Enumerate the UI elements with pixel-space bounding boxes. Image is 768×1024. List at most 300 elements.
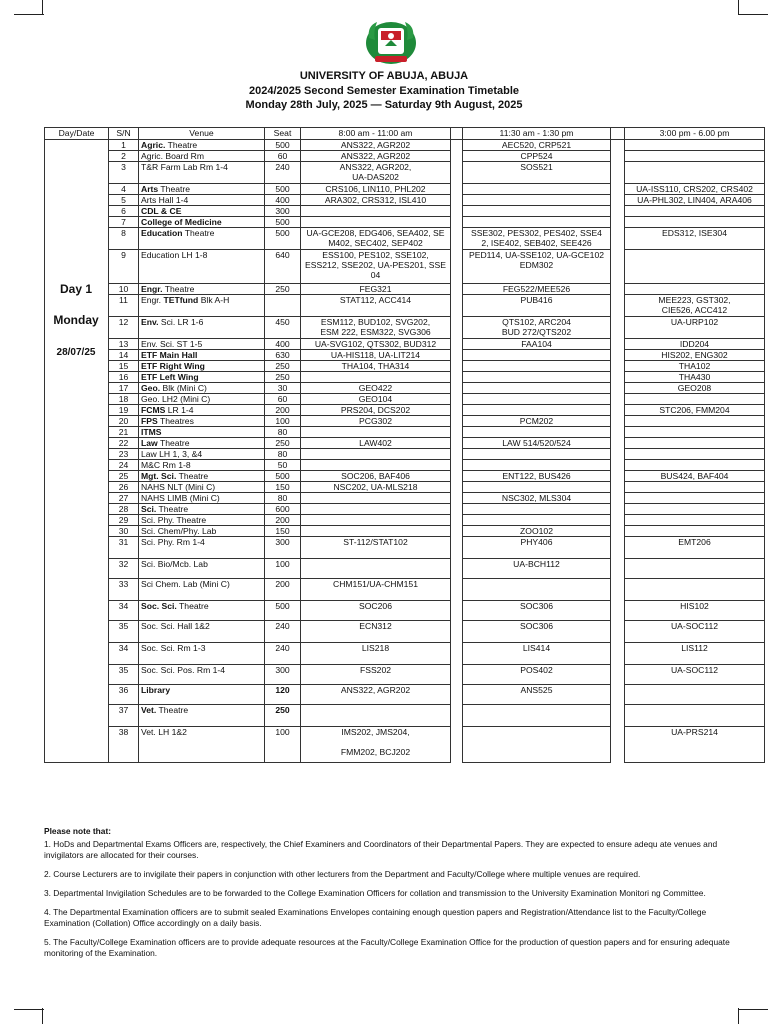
cell-gap bbox=[451, 361, 463, 372]
course-codes: STC206, FMM204 bbox=[659, 405, 730, 415]
cell-s1 bbox=[301, 184, 451, 195]
cell-sn: 37 bbox=[109, 705, 139, 727]
cell-s3 bbox=[625, 361, 765, 372]
cell-s1 bbox=[301, 515, 451, 526]
cell-sn: 21 bbox=[109, 427, 139, 438]
table-row bbox=[45, 350, 765, 361]
table-row bbox=[45, 537, 765, 559]
cell-venue bbox=[139, 383, 265, 394]
cell-s1 bbox=[301, 339, 451, 350]
cell-day bbox=[45, 228, 109, 250]
cell-s2 bbox=[463, 217, 611, 228]
course-codes: UA-PRS214 bbox=[671, 727, 718, 737]
crop-mark-bottom-left-v bbox=[42, 1008, 43, 1024]
course-codes: PRS204, DCS202 bbox=[340, 405, 411, 415]
venue-text: Sci. Chem/Phy. Lab bbox=[141, 526, 217, 536]
cell-gap bbox=[611, 317, 625, 339]
cell-gap bbox=[611, 526, 625, 537]
table-row bbox=[45, 559, 765, 579]
cell-s2 bbox=[463, 559, 611, 579]
course-codes: IDD204 bbox=[679, 339, 710, 349]
cell-venue bbox=[139, 559, 265, 579]
cell-sn: 34 bbox=[109, 643, 139, 665]
cell-sn: 36 bbox=[109, 685, 139, 705]
cell-day bbox=[45, 601, 109, 621]
cell-s3 bbox=[625, 705, 765, 727]
cell-venue bbox=[139, 515, 265, 526]
cell-venue bbox=[139, 643, 265, 665]
cell-s1 bbox=[301, 317, 451, 339]
cell-s3 bbox=[625, 405, 765, 416]
cell-venue bbox=[139, 685, 265, 705]
cell-sn: 27 bbox=[109, 493, 139, 504]
course-codes: THA102 bbox=[678, 361, 711, 371]
cell-day bbox=[45, 537, 109, 559]
cell-gap bbox=[451, 162, 463, 184]
cell-gap bbox=[451, 460, 463, 471]
cell-seat: 240 bbox=[265, 162, 301, 184]
venue-bold: CDL & CE bbox=[141, 206, 182, 216]
venue-text: Theatre bbox=[156, 705, 189, 715]
cell-s1 bbox=[301, 151, 451, 162]
venue-bold: Library bbox=[141, 685, 171, 695]
cell-gap bbox=[611, 460, 625, 471]
cell-s2 bbox=[463, 350, 611, 361]
exam-timetable bbox=[44, 127, 765, 763]
cell-seat: 250 bbox=[265, 705, 301, 727]
cell-seat: 630 bbox=[265, 350, 301, 361]
col-seat: Seat bbox=[265, 128, 301, 140]
course-codes: GEO104 bbox=[358, 394, 393, 404]
university-name: UNIVERSITY OF ABUJA, ABUJA bbox=[299, 70, 469, 82]
cell-s1 bbox=[301, 471, 451, 482]
cell-day bbox=[45, 206, 109, 217]
cell-seat: 640 bbox=[265, 250, 301, 284]
cell-gap bbox=[611, 493, 625, 504]
cell-sn: 6 bbox=[109, 206, 139, 217]
cell-day bbox=[45, 504, 109, 515]
cell-gap bbox=[451, 184, 463, 195]
cell-s2 bbox=[463, 449, 611, 460]
cell-seat: 300 bbox=[265, 537, 301, 559]
cell-day bbox=[45, 643, 109, 665]
day-date: 28/07/25 bbox=[56, 347, 96, 358]
cell-gap bbox=[451, 705, 463, 727]
venue-text: Arts Hall 1-4 bbox=[141, 195, 189, 205]
cell-day bbox=[45, 162, 109, 184]
cell-s1 bbox=[301, 579, 451, 601]
col-gap bbox=[611, 128, 625, 140]
course-codes: UA-SVG102, QTS302, BUD312 bbox=[314, 339, 437, 349]
cell-seat: 200 bbox=[265, 515, 301, 526]
cell-sn: 7 bbox=[109, 217, 139, 228]
cell-s1 bbox=[301, 217, 451, 228]
cell-gap bbox=[451, 383, 463, 394]
crop-mark-top-right bbox=[738, 0, 768, 15]
venue-text: Sci. Phy. Rm 1-4 bbox=[141, 537, 205, 547]
venue-text: Blk (Mini C) bbox=[160, 383, 207, 393]
cell-gap bbox=[451, 515, 463, 526]
course-codes: ARA302, CRS312, ISL410 bbox=[324, 195, 427, 205]
cell-s1 bbox=[301, 727, 451, 763]
course-codes: STAT112, ACC414 bbox=[339, 295, 412, 305]
col-day-date: Day/Date bbox=[45, 128, 109, 140]
venue-text: Theatre bbox=[165, 140, 198, 150]
cell-gap bbox=[451, 482, 463, 493]
cell-day bbox=[45, 471, 109, 482]
venue-bold: Env. bbox=[141, 317, 159, 327]
cell-s1 bbox=[301, 405, 451, 416]
cell-seat: 120 bbox=[265, 685, 301, 705]
cell-gap bbox=[451, 394, 463, 405]
cell-seat: 300 bbox=[265, 206, 301, 217]
cell-s3 bbox=[625, 339, 765, 350]
cell-s1 bbox=[301, 394, 451, 405]
cell-sn: 9 bbox=[109, 250, 139, 284]
cell-s3 bbox=[625, 482, 765, 493]
cell-sn: 30 bbox=[109, 526, 139, 537]
table-row bbox=[45, 372, 765, 383]
cell-s1 bbox=[301, 460, 451, 471]
cell-gap bbox=[451, 621, 463, 643]
cell-sn: 3 bbox=[109, 162, 139, 184]
venue-text: Soc. Sci. Rm 1-3 bbox=[141, 643, 206, 653]
venue-bold: ETF Main Hall bbox=[141, 350, 198, 360]
course-codes: ESS100, PES102, SSE102, bbox=[322, 250, 429, 260]
cell-gap bbox=[611, 621, 625, 643]
cell-s2 bbox=[463, 526, 611, 537]
cell-day bbox=[45, 493, 109, 504]
venue-text: Soc. Sci. Hall 1&2 bbox=[141, 621, 210, 631]
cell-s1 bbox=[301, 350, 451, 361]
course-codes: ZOO102 bbox=[520, 526, 553, 536]
cell-gap bbox=[611, 727, 625, 763]
course-codes: ANS322, AGR202 bbox=[340, 140, 411, 150]
venue-text: Theatre bbox=[162, 284, 195, 294]
cell-seat: 30 bbox=[265, 383, 301, 394]
cell-gap bbox=[611, 559, 625, 579]
cell-gap bbox=[451, 579, 463, 601]
cell-s2 bbox=[463, 537, 611, 559]
cell-venue bbox=[139, 206, 265, 217]
cell-s2 bbox=[463, 184, 611, 195]
cell-sn: 33 bbox=[109, 579, 139, 601]
cell-s3 bbox=[625, 643, 765, 665]
cell-day bbox=[45, 621, 109, 643]
cell-s1 bbox=[301, 250, 451, 284]
course-codes: NSC202, UA-MLS218 bbox=[333, 482, 418, 492]
col-slot-3: 3:00 pm - 6.00 pm bbox=[625, 128, 765, 140]
table-row bbox=[45, 621, 765, 643]
cell-venue bbox=[139, 416, 265, 427]
cell-gap bbox=[611, 705, 625, 727]
venue-bold: TETfund bbox=[163, 295, 199, 305]
cell-venue bbox=[139, 140, 265, 151]
cell-gap bbox=[451, 504, 463, 515]
cell-seat: 240 bbox=[265, 643, 301, 665]
cell-sn: 35 bbox=[109, 621, 139, 643]
col-slot-1: 8:00 am - 11:00 am bbox=[301, 128, 451, 140]
cell-s3 bbox=[625, 350, 765, 361]
cell-seat: 500 bbox=[265, 601, 301, 621]
cell-s3 bbox=[625, 184, 765, 195]
venue-bold: ETF Left Wing bbox=[141, 372, 199, 382]
cell-sn: 35 bbox=[109, 665, 139, 685]
cell-s3 bbox=[625, 460, 765, 471]
course-codes: SOS521 bbox=[520, 162, 553, 172]
venue-text: LR 1-4 bbox=[165, 405, 194, 415]
cell-s3 bbox=[625, 416, 765, 427]
cell-s3 bbox=[625, 537, 765, 559]
cell-sn: 25 bbox=[109, 471, 139, 482]
venue-text: Theatres bbox=[157, 416, 194, 426]
cell-day bbox=[45, 217, 109, 228]
cell-venue bbox=[139, 228, 265, 250]
cell-day bbox=[45, 361, 109, 372]
cell-gap bbox=[611, 206, 625, 217]
cell-gap bbox=[451, 643, 463, 665]
cell-s1 bbox=[301, 449, 451, 460]
venue-text: Vet. LH 1&2 bbox=[141, 727, 187, 737]
crop-mark-top-right-v bbox=[738, 0, 739, 14]
col-sn: S/N bbox=[109, 128, 139, 140]
cell-gap bbox=[611, 537, 625, 559]
cell-s2 bbox=[463, 405, 611, 416]
course-codes: GEO208 bbox=[677, 383, 712, 393]
cell-venue bbox=[139, 405, 265, 416]
venue-text: Theatre bbox=[176, 471, 209, 481]
cell-venue bbox=[139, 665, 265, 685]
cell-s3 bbox=[625, 427, 765, 438]
cell-s3 bbox=[625, 665, 765, 685]
venue-bold: Mgt. Sci. bbox=[141, 471, 177, 481]
cell-gap bbox=[611, 394, 625, 405]
course-codes: UA-DAS202 bbox=[352, 172, 399, 182]
course-codes: UA-SOC112 bbox=[670, 665, 719, 675]
cell-sn: 19 bbox=[109, 405, 139, 416]
cell-venue bbox=[139, 482, 265, 493]
cell-gap bbox=[611, 383, 625, 394]
cell-seat: 150 bbox=[265, 482, 301, 493]
cell-gap bbox=[451, 350, 463, 361]
cell-s3 bbox=[625, 471, 765, 482]
cell-s2 bbox=[463, 195, 611, 206]
cell-s3 bbox=[625, 621, 765, 643]
note-item: 3. Departmental Invigilation Schedules are to be forwarded to the College Examination Officers for collation and transmission to the University Examination Monitori ng Committee. bbox=[44, 888, 706, 898]
course-codes: ECN312 bbox=[359, 621, 392, 631]
venue-text: Env. Sci. ST 1-5 bbox=[141, 339, 203, 349]
course-codes: FSS202 bbox=[359, 665, 392, 675]
cell-sn: 34 bbox=[109, 601, 139, 621]
table-row bbox=[45, 471, 765, 482]
cell-venue bbox=[139, 195, 265, 206]
day-label: Day 1 bbox=[59, 282, 93, 296]
note-item: 2. Course Lecturers are to invigilate their papers in conjunction with other lecturers from the Department and Faculty/College where multiple venues are required. bbox=[44, 869, 641, 879]
cell-day bbox=[45, 151, 109, 162]
cell-venue bbox=[139, 295, 265, 317]
course-codes: HIS202, ENG302 bbox=[661, 350, 728, 360]
cell-s1 bbox=[301, 372, 451, 383]
cell-s3 bbox=[625, 217, 765, 228]
cell-sn: 17 bbox=[109, 383, 139, 394]
cell-gap bbox=[451, 559, 463, 579]
cell-gap bbox=[611, 579, 625, 601]
cell-sn: 20 bbox=[109, 416, 139, 427]
cell-gap bbox=[611, 515, 625, 526]
cell-s2 bbox=[463, 427, 611, 438]
cell-venue bbox=[139, 438, 265, 449]
cell-s3 bbox=[625, 383, 765, 394]
cell-s1 bbox=[301, 383, 451, 394]
cell-seat: 250 bbox=[265, 438, 301, 449]
day-weekday: Monday bbox=[53, 313, 99, 327]
notes-title: Please note that: bbox=[44, 826, 112, 836]
cell-venue bbox=[139, 361, 265, 372]
table-row bbox=[45, 449, 765, 460]
cell-gap bbox=[611, 685, 625, 705]
cell-s1 bbox=[301, 427, 451, 438]
table-row bbox=[45, 438, 765, 449]
cell-venue bbox=[139, 184, 265, 195]
cell-s3 bbox=[625, 515, 765, 526]
cell-s2 bbox=[463, 250, 611, 284]
cell-sn: 38 bbox=[109, 727, 139, 763]
course-codes: FEG321 bbox=[359, 284, 392, 294]
course-codes: ANS322, AGR202 bbox=[340, 685, 411, 695]
venue-bold: ITMS bbox=[141, 427, 162, 437]
venue-text: NAHS NLT (Mini C) bbox=[141, 482, 216, 492]
cell-s2 bbox=[463, 504, 611, 515]
venue-text: Sci. Bio/Mcb. Lab bbox=[141, 559, 208, 569]
table-row bbox=[45, 526, 765, 537]
cell-venue bbox=[139, 537, 265, 559]
col-slot-2: 11:30 am - 1:30 pm bbox=[463, 128, 611, 140]
cell-venue bbox=[139, 350, 265, 361]
cell-seat: 240 bbox=[265, 621, 301, 643]
cell-s3 bbox=[625, 438, 765, 449]
cell-sn: 2 bbox=[109, 151, 139, 162]
course-codes: PCM202 bbox=[519, 416, 554, 426]
course-codes: UA-GCE208, EDG406, SEA402, SE bbox=[306, 228, 445, 238]
venue-bold: Agric. bbox=[141, 140, 166, 150]
course-codes: SOC206 bbox=[359, 601, 392, 611]
cell-s3 bbox=[625, 504, 765, 515]
venue-bold: FCMS bbox=[141, 405, 166, 415]
table-row bbox=[45, 228, 765, 250]
course-codes: UA-HIS118, UA-LIT214 bbox=[330, 350, 421, 360]
table-row bbox=[45, 206, 765, 217]
cell-venue bbox=[139, 394, 265, 405]
course-codes: POS402 bbox=[520, 665, 553, 675]
course-codes: FEG522/MEE526 bbox=[502, 284, 571, 294]
cell-seat: 500 bbox=[265, 228, 301, 250]
course-codes: EMT206 bbox=[678, 537, 711, 547]
cell-seat: 60 bbox=[265, 151, 301, 162]
table-row bbox=[45, 705, 765, 727]
venue-text: Agric. Board Rm bbox=[141, 151, 205, 161]
cell-venue bbox=[139, 471, 265, 482]
table-row bbox=[45, 394, 765, 405]
cell-s1 bbox=[301, 361, 451, 372]
cell-day bbox=[45, 416, 109, 427]
cell-day bbox=[45, 438, 109, 449]
course-codes: LIS218 bbox=[361, 643, 390, 653]
venue-text: M&C Rm 1-8 bbox=[141, 460, 191, 470]
cell-s2 bbox=[463, 383, 611, 394]
cell-day bbox=[45, 460, 109, 471]
course-codes: BUD 272/QTS202 bbox=[501, 327, 572, 337]
venue-text: Geo. LH2 (Mini C) bbox=[141, 394, 211, 404]
cell-day bbox=[45, 383, 109, 394]
cell-gap bbox=[451, 405, 463, 416]
cell-seat: 80 bbox=[265, 449, 301, 460]
cell-day bbox=[45, 140, 109, 151]
cell-s3 bbox=[625, 140, 765, 151]
course-codes: NSC302, MLS304 bbox=[501, 493, 572, 503]
cell-day bbox=[45, 685, 109, 705]
col-gap bbox=[451, 128, 463, 140]
cell-sn: 15 bbox=[109, 361, 139, 372]
cell-gap bbox=[451, 449, 463, 460]
table-row bbox=[45, 140, 765, 151]
cell-venue bbox=[139, 427, 265, 438]
course-codes: AEC520, CRP521 bbox=[501, 140, 572, 150]
venue-bold: Arts bbox=[141, 184, 159, 194]
course-codes: THA430 bbox=[678, 372, 711, 382]
cell-day bbox=[45, 427, 109, 438]
cell-gap bbox=[451, 438, 463, 449]
cell-s2 bbox=[463, 705, 611, 727]
cell-s1 bbox=[301, 295, 451, 317]
cell-s2 bbox=[463, 284, 611, 295]
cell-s2 bbox=[463, 162, 611, 184]
notes-section bbox=[44, 826, 744, 967]
venue-text: Theatre bbox=[156, 504, 189, 514]
course-codes: UA-ISS110, CRS202, CRS402 bbox=[636, 184, 753, 194]
cell-gap bbox=[611, 162, 625, 184]
venue-text: Law LH 1, 3, &4 bbox=[141, 449, 203, 459]
cell-venue bbox=[139, 601, 265, 621]
cell-s2 bbox=[463, 685, 611, 705]
course-codes: QTS102, ARC204 bbox=[502, 317, 571, 327]
course-codes: FAA104 bbox=[521, 339, 552, 349]
crop-mark-bottom-right-v bbox=[738, 1008, 739, 1024]
course-codes: ESM 222, ESM322, SVG306 bbox=[320, 327, 431, 337]
course-codes: M402, SEC402, SEP402 bbox=[328, 238, 423, 248]
course-codes: ST-112/STAT102 bbox=[343, 537, 408, 547]
cell-s2 bbox=[463, 151, 611, 162]
cell-sn: 4 bbox=[109, 184, 139, 195]
table-row bbox=[45, 601, 765, 621]
venue-bold: Law bbox=[141, 438, 158, 448]
crop-mark-top-left-v bbox=[42, 0, 43, 14]
course-codes: ANS322, AGR202, bbox=[339, 162, 412, 172]
cell-s1 bbox=[301, 665, 451, 685]
cell-s3 bbox=[625, 394, 765, 405]
venue-text: Sci. LR 1-6 bbox=[158, 317, 204, 327]
cell-s3 bbox=[625, 228, 765, 250]
venue-bold: Sci. bbox=[141, 504, 157, 514]
cell-gap bbox=[611, 295, 625, 317]
cell-venue bbox=[139, 579, 265, 601]
cell-gap bbox=[451, 295, 463, 317]
cell-gap bbox=[611, 217, 625, 228]
cell-s1 bbox=[301, 537, 451, 559]
cell-gap bbox=[611, 665, 625, 685]
cell-s3 bbox=[625, 579, 765, 601]
course-codes: CPP524 bbox=[520, 151, 553, 161]
cell-venue bbox=[139, 727, 265, 763]
